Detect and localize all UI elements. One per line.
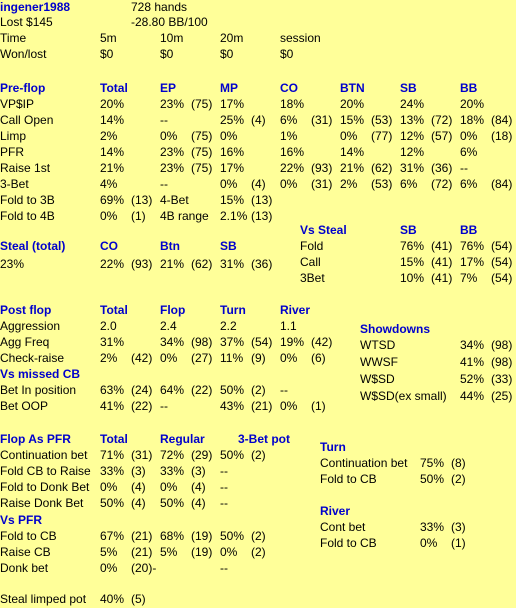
flop-pfr-cell: 50%	[160, 496, 185, 510]
flop-pfr-cell: --	[220, 480, 228, 494]
preflop-cell: 31%	[400, 161, 425, 175]
preflop-row-label: VP$IP	[0, 97, 35, 111]
postflop-row-label: Agg Freq	[0, 335, 50, 349]
preflop-cell: 6%	[460, 177, 478, 191]
vs-pfr-cell: (2)	[251, 529, 266, 543]
vs-steal-bb-count: (54)	[491, 271, 513, 285]
postflop-row-label: Check-raise	[0, 351, 65, 365]
preflop-cell: (84)	[491, 113, 513, 127]
flop-pfr-cell: (4)	[191, 496, 206, 510]
missed-cb-cell: (1)	[311, 399, 326, 413]
preflop-cell: 0%	[220, 177, 238, 191]
flop-pfr-header-cell: Regular	[160, 432, 205, 446]
flop-pfr-cell: 33%	[100, 464, 125, 478]
preflop-cell: 0%	[160, 129, 178, 143]
showdown-row-label: W$SD(ex small)	[360, 389, 447, 403]
postflop-header-cell: Total	[100, 303, 128, 317]
preflop-row-label: 3-Bet	[0, 177, 29, 191]
vs-pfr-cell: 5%	[100, 545, 118, 559]
preflop-cell: 0%	[220, 129, 238, 143]
preflop-cell: (31)	[311, 113, 333, 127]
wonlost-label: Won/lost	[0, 47, 47, 61]
river-count: (1)	[451, 536, 466, 550]
vs-steal-sb-count: (41)	[431, 239, 453, 253]
preflop-cell: (84)	[491, 177, 513, 191]
postflop-cell: (42)	[131, 351, 153, 365]
flop-pfr-cell: (4)	[131, 480, 146, 494]
missed-cb-cell: 41%	[100, 399, 125, 413]
turn-row-label: Fold to CB	[320, 472, 377, 486]
vs-pfr-cell: (19)	[191, 529, 213, 543]
preflop-row-label: Call Open	[0, 113, 54, 127]
river-value: 33%	[420, 520, 445, 534]
missed-cb-cell: (24)	[131, 383, 153, 397]
preflop-cell: 17%	[220, 161, 245, 175]
vs-pfr-cell: 50%	[220, 529, 245, 543]
bb-per-100: -28.80 BB/100	[131, 15, 208, 29]
vs-steal-row-label: Fold	[300, 239, 324, 253]
missed-cb-cell: 63%	[100, 383, 125, 397]
postflop-cell: 2.0	[100, 319, 117, 333]
river-row-label: Fold to CB	[320, 536, 377, 550]
postflop-cell: 19%	[280, 335, 305, 349]
preflop-cell: 20%	[340, 97, 365, 111]
vs-missed-cb-title: Vs missed CB	[0, 367, 81, 381]
preflop-cell: 23%	[160, 161, 185, 175]
steal-co-count: (93)	[131, 257, 153, 271]
preflop-cell: 14%	[340, 145, 365, 159]
postflop-cell: 2.2	[220, 319, 237, 333]
postflop-header-cell: River	[280, 303, 311, 317]
flop-pfr-header-cell: Flop As PFR	[0, 432, 71, 446]
preflop-header-cell: Total	[100, 81, 128, 95]
time-label: Time	[0, 31, 27, 45]
time-10m: 10m	[160, 31, 184, 45]
vs-steal-sb-header: SB	[400, 223, 417, 237]
steal-co-value: 22%	[100, 257, 125, 271]
preflop-cell: --	[160, 113, 168, 127]
vs-pfr-cell: (21)	[131, 545, 153, 559]
vs-pfr-cell: 68%	[160, 529, 185, 543]
postflop-cell: (98)	[191, 335, 213, 349]
flop-pfr-row-label: Fold to Donk Bet	[0, 480, 90, 494]
vs-pfr-cell: 0%	[220, 545, 238, 559]
preflop-cell: (36)	[431, 161, 453, 175]
preflop-cell: 17%	[220, 97, 245, 111]
postflop-cell: 0%	[160, 351, 178, 365]
steal-co-header: CO	[100, 239, 118, 253]
preflop-cell: (57)	[431, 129, 453, 143]
preflop-cell: (72)	[431, 113, 453, 127]
preflop-cell: 13%	[400, 113, 425, 127]
showdown-row-label: W$SD	[360, 372, 395, 386]
flop-pfr-cell: 50%	[220, 448, 245, 462]
preflop-cell: (53)	[371, 177, 393, 191]
river-row-label: Cont bet	[320, 520, 366, 534]
flop-pfr-cell: (4)	[191, 480, 206, 494]
showdowns-title: Showdowns	[360, 322, 430, 336]
turn-count: (2)	[451, 472, 466, 486]
preflop-header-cell: BTN	[340, 81, 365, 95]
preflop-cell: 12%	[400, 145, 425, 159]
missed-cb-cell: (2)	[251, 383, 266, 397]
preflop-cell: 1%	[280, 129, 298, 143]
postflop-cell: (9)	[251, 351, 266, 365]
postflop-header-cell: Turn	[220, 303, 246, 317]
postflop-cell: 11%	[220, 351, 244, 365]
missed-cb-cell: 0%	[280, 399, 298, 413]
preflop-header-cell: MP	[220, 81, 238, 95]
preflop-cell: (53)	[371, 113, 393, 127]
preflop-cell: 23%	[160, 97, 185, 111]
missed-cb-cell: 43%	[220, 399, 245, 413]
preflop-cell: 0%	[460, 129, 478, 143]
four-bet-value: 15%	[220, 193, 245, 207]
fold-3b-total: 69%	[100, 193, 125, 207]
missed-cb-cell: --	[280, 383, 288, 397]
flop-pfr-row-label: Fold CB to Raise	[0, 464, 91, 478]
preflop-cell: (93)	[311, 161, 333, 175]
preflop-cell: (62)	[371, 161, 393, 175]
preflop-cell: 18%	[280, 97, 305, 111]
steal-btn-header: Btn	[160, 239, 180, 253]
flop-pfr-cell: (3)	[191, 464, 206, 478]
showdown-count: (25)	[491, 389, 513, 403]
steal-sb-header: SB	[220, 239, 237, 253]
preflop-cell: 25%	[220, 113, 245, 127]
wonlost-10m: $0	[160, 47, 174, 61]
time-20m: 20m	[220, 31, 244, 45]
flop-pfr-cell: (31)	[131, 448, 153, 462]
fold-4b-label: Fold to 4B	[0, 209, 55, 223]
postflop-header-cell: Flop	[160, 303, 186, 317]
postflop-cell: 1.1	[280, 319, 297, 333]
missed-cb-cell: (22)	[131, 399, 153, 413]
preflop-cell: 2%	[100, 129, 118, 143]
preflop-cell: --	[160, 177, 168, 191]
postflop-cell: (27)	[191, 351, 213, 365]
river-title: River	[320, 504, 351, 518]
wonlost-session: $0	[280, 47, 294, 61]
preflop-cell: (18)	[491, 129, 513, 143]
preflop-cell: (72)	[431, 177, 453, 191]
vs-steal-sb-count: (41)	[431, 271, 453, 285]
four-bet-label: 4-Bet	[160, 193, 189, 207]
preflop-cell: 0%	[280, 177, 298, 191]
postflop-cell: 31%	[100, 335, 125, 349]
preflop-cell: 14%	[100, 113, 125, 127]
preflop-header-cell: Pre-flop	[0, 81, 46, 95]
preflop-cell: 20%	[100, 97, 125, 111]
flop-pfr-cell: 71%	[100, 448, 125, 462]
time-5m: 5m	[100, 31, 117, 45]
preflop-cell: 23%	[160, 145, 185, 159]
turn-value: 50%	[420, 472, 445, 486]
preflop-cell: (31)	[311, 177, 333, 191]
player-name: ingener1988	[0, 0, 71, 14]
vs-pfr-row-label: Raise CB	[0, 545, 51, 559]
hands-count: 728 hands	[131, 0, 188, 14]
flop-pfr-cell: (3)	[131, 464, 146, 478]
showdown-value: 41%	[460, 355, 485, 369]
preflop-cell: (4)	[251, 113, 266, 127]
flop-pfr-cell: 50%	[100, 496, 125, 510]
time-session: session	[280, 31, 321, 45]
flop-pfr-row-label: Continuation bet	[0, 448, 88, 462]
preflop-cell: (77)	[371, 129, 393, 143]
vs-steal-bb-value: 17%	[460, 255, 485, 269]
vs-steal-row-label: Call	[300, 255, 321, 269]
steal-total-title: Steal (total)	[0, 239, 66, 253]
vs-steal-row-label: 3Bet	[300, 271, 325, 285]
vs-pfr-cell: 67%	[100, 529, 125, 543]
missed-cb-cell: --	[160, 399, 168, 413]
fold-4b-count: (1)	[131, 209, 146, 223]
missed-cb-row-label: Bet OOP	[0, 399, 49, 413]
vs-steal-sb-value: 10%	[400, 271, 425, 285]
preflop-cell: 15%	[340, 113, 365, 127]
missed-cb-cell: (21)	[251, 399, 273, 413]
flop-pfr-cell: 0%	[100, 480, 118, 494]
vs-pfr-cell: (20)-	[131, 561, 157, 575]
showdown-count: (98)	[491, 355, 513, 369]
preflop-cell: (4)	[251, 177, 266, 191]
vs-pfr-cell: (2)	[251, 545, 266, 559]
steal-limped-label: Steal limped pot	[0, 592, 87, 606]
showdown-count: (33)	[491, 372, 513, 386]
postflop-cell: 2%	[100, 351, 118, 365]
postflop-row-label: Aggression	[0, 319, 61, 333]
turn-count: (8)	[451, 456, 466, 470]
vs-pfr-row-label: Donk bet	[0, 561, 49, 575]
missed-cb-row-label: Bet In position	[0, 383, 77, 397]
steal-limped-value: 40%	[100, 592, 125, 606]
steal-btn-value: 21%	[160, 257, 185, 271]
preflop-cell: 6%	[400, 177, 418, 191]
steal-total-value: 23%	[0, 257, 25, 271]
preflop-cell: 18%	[460, 113, 485, 127]
flop-pfr-cell: (4)	[131, 496, 146, 510]
postflop-cell: 2.4	[160, 319, 177, 333]
flop-pfr-cell: 33%	[160, 464, 185, 478]
preflop-header-cell: CO	[280, 81, 298, 95]
flop-pfr-cell: (29)	[191, 448, 213, 462]
showdown-value: 44%	[460, 389, 485, 403]
four-bet-count: (13)	[251, 193, 273, 207]
flop-pfr-cell: --	[220, 464, 228, 478]
preflop-cell: 6%	[460, 145, 478, 159]
steal-sb-value: 31%	[220, 257, 245, 271]
preflop-cell: 21%	[100, 161, 125, 175]
turn-row-label: Continuation bet	[320, 456, 408, 470]
preflop-cell: 20%	[460, 97, 485, 111]
preflop-cell: --	[460, 161, 468, 175]
vs-steal-sb-value: 76%	[400, 239, 425, 253]
postflop-cell: (6)	[311, 351, 326, 365]
preflop-row-label: Raise 1st	[0, 161, 51, 175]
showdown-count: (98)	[491, 338, 513, 352]
vs-pfr-cell: 0%	[100, 561, 118, 575]
vs-steal-bb-count: (54)	[491, 239, 513, 253]
preflop-cell: (75)	[191, 97, 213, 111]
flop-pfr-cell: (2)	[251, 448, 266, 462]
postflop-header-cell: Post flop	[0, 303, 52, 317]
vs-pfr-row-label: Fold to CB	[0, 529, 57, 543]
preflop-cell: 21%	[340, 161, 365, 175]
wonlost-5m: $0	[100, 47, 114, 61]
vs-pfr-cell: 5%	[160, 545, 178, 559]
postflop-cell: (54)	[251, 335, 273, 349]
steal-btn-count: (62)	[191, 257, 213, 271]
flop-pfr-cell: --	[220, 496, 228, 510]
missed-cb-cell: 50%	[220, 383, 245, 397]
result-status: Lost $145	[0, 15, 53, 29]
flop-pfr-header-cell: Total	[100, 432, 128, 446]
preflop-cell: (75)	[191, 145, 213, 159]
preflop-cell: 16%	[220, 145, 245, 159]
vs-pfr-cell: (19)	[191, 545, 213, 559]
preflop-cell: 12%	[400, 129, 425, 143]
flop-pfr-header-cell: 3-Bet pot	[238, 432, 290, 446]
preflop-cell: 6%	[280, 113, 298, 127]
preflop-cell: 22%	[280, 161, 305, 175]
flop-pfr-row-label: Raise Donk Bet	[0, 496, 84, 510]
preflop-cell: 24%	[400, 97, 425, 111]
vs-steal-bb-value: 7%	[460, 271, 478, 285]
four-bet-range-value: 2.1%	[220, 209, 248, 223]
river-count: (3)	[451, 520, 466, 534]
missed-cb-cell: 64%	[160, 383, 185, 397]
missed-cb-cell: (22)	[191, 383, 213, 397]
preflop-header-cell: EP	[160, 81, 177, 95]
flop-pfr-cell: 72%	[160, 448, 185, 462]
preflop-cell: 0%	[340, 129, 358, 143]
preflop-header-cell: BB	[460, 81, 478, 95]
steal-limped-count: (5)	[131, 592, 146, 606]
turn-value: 75%	[420, 456, 445, 470]
vs-steal-sb-count: (41)	[431, 255, 453, 269]
preflop-cell: 14%	[100, 145, 125, 159]
preflop-cell: 4%	[100, 177, 118, 191]
postflop-cell: 37%	[220, 335, 245, 349]
preflop-header-cell: SB	[400, 81, 417, 95]
preflop-cell: 2%	[340, 177, 358, 191]
vs-steal-title: Vs Steal	[300, 223, 347, 237]
preflop-cell: (75)	[191, 129, 213, 143]
vs-steal-bb-header: BB	[460, 223, 478, 237]
fold-4b-total: 0%	[100, 209, 118, 223]
showdown-row-label: WWSF	[360, 355, 398, 369]
flop-pfr-cell: 0%	[160, 480, 178, 494]
turn-title: Turn	[320, 440, 346, 454]
fold-3b-count: (13)	[131, 193, 153, 207]
fold-3b-label: Fold to 3B	[0, 193, 55, 207]
steal-sb-count: (36)	[251, 257, 273, 271]
showdown-value: 52%	[460, 372, 485, 386]
postflop-cell: 0%	[280, 351, 298, 365]
vs-steal-bb-count: (54)	[491, 255, 513, 269]
postflop-cell: (42)	[311, 335, 333, 349]
preflop-cell: (75)	[191, 161, 213, 175]
showdown-row-label: WTSD	[360, 338, 396, 352]
vs-pfr-title: Vs PFR	[0, 513, 43, 527]
four-bet-range-label: 4B range	[160, 209, 209, 223]
vs-steal-bb-value: 76%	[460, 239, 485, 253]
preflop-row-label: Limp	[0, 129, 27, 143]
postflop-cell: 34%	[160, 335, 185, 349]
preflop-row-label: PFR	[0, 145, 24, 159]
wonlost-20m: $0	[220, 47, 234, 61]
vs-steal-sb-value: 15%	[400, 255, 425, 269]
vs-pfr-cell: (21)	[131, 529, 153, 543]
vs-pfr-cell: --	[220, 561, 228, 575]
showdown-value: 34%	[460, 338, 485, 352]
preflop-cell: 16%	[280, 145, 305, 159]
four-bet-range-count: (13)	[251, 209, 273, 223]
river-value: 0%	[420, 536, 438, 550]
